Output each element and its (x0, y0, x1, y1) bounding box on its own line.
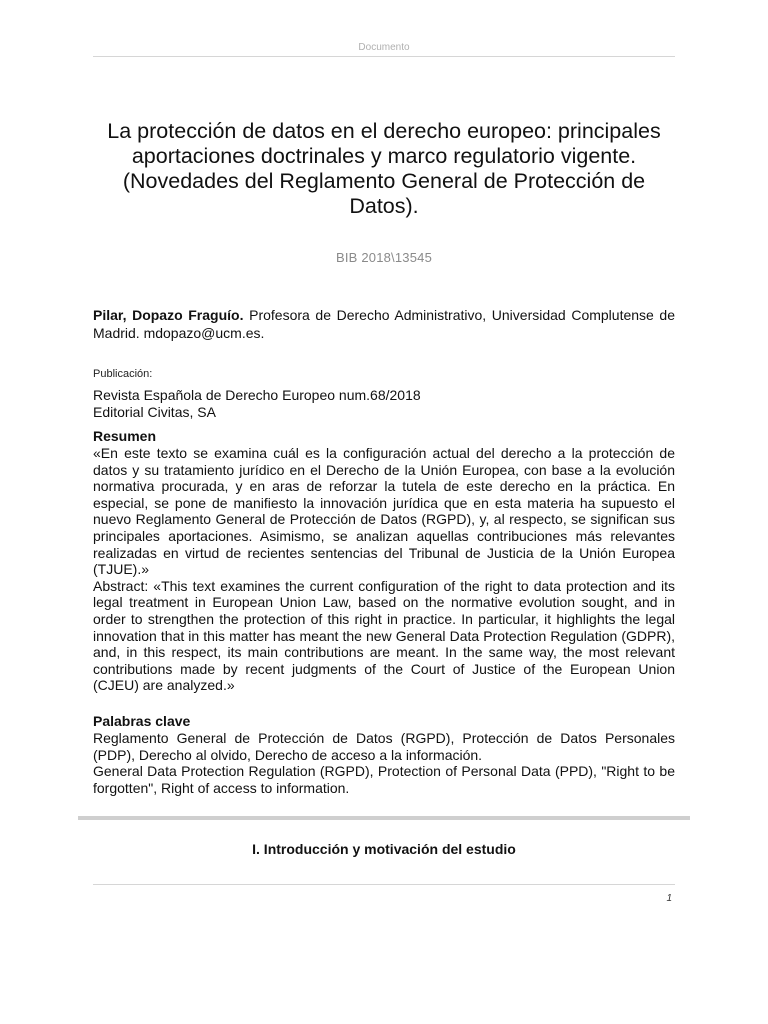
keywords-english: General Data Protection Regulation (RGPD), Protection of Personal Data (PPD), "Right to be forgotten", Right of access to information. (93, 763, 675, 796)
publication-publisher: Editorial Civitas, SA (93, 404, 216, 420)
publication-label: Publicación: (93, 368, 153, 380)
summary-heading: Resumen (93, 428, 157, 444)
author-block (93, 306, 675, 342)
header-divider (93, 56, 675, 57)
publication-journal: Revista Española de Derecho Europeo num.68/2018 (93, 387, 421, 403)
keywords-spanish: Reglamento General de Protección de Datos (RGPD), Protección de Datos Personales (PDP), Derecho al olvido, Derecho de acceso a la información. (93, 730, 675, 763)
chapter-heading: I. Introducción y motivación del estudio (252, 841, 516, 857)
document-header-label: Documento (358, 42, 410, 53)
footer-divider (93, 884, 675, 885)
document-title: La protección de datos en el derecho europeo: principales aportaciones doctrinales y marco regulatorio vigente.(Novedades del Reglamento General de Protección de Datos). (107, 119, 661, 218)
page-number: 1 (666, 893, 672, 904)
summary-section (93, 428, 675, 694)
document-reference: BIB 2018\13545 (335, 250, 433, 265)
keywords-section (93, 713, 675, 796)
keywords-heading: Palabras clave (93, 713, 191, 729)
author-name: Pilar, Dopazo Fraguío. (93, 307, 244, 323)
section-divider (78, 816, 690, 820)
author-affiliation: Profesora de Derecho Administrativo, Universidad Complutense de Madrid. mdopazo@ucm.es. (93, 307, 676, 341)
summary-spanish: «En este texto se examina cuál es la configuración actual del derecho a la protección de datos y su tratamiento jurídico en el Derecho de la Unión Europea, con base a la evolución normativa procurada, y en aras de reforzar la tutela de este derecho en la práctica. En especial, se pone de manifiesto la innovación jurídica que en esta materia ha supuesto el nuevo Reglamento General de Protección de Datos (RGPD), y, al respecto, se significan sus principales aportaciones. Asimismo, se analizan aquellas contribuciones más relevantes realizadas en virtud de recientes sentencias del Tribunal de Justicia de la Unión Europea (TJUE).» (93, 445, 675, 578)
summary-english: Abstract: «This text examines the current configuration of the right to data protection and its legal treatment in European Union Law, based on the normative evolution sought, and in order to strengthen the protection of this right in practice. In particular, it highlights the legal innovation that in this matter has meant the new General Data Protection Regulation (GDPR), and, in this respect, its main contributions are meant. In the same way, the most relevant contributions made by recent judgments of the Court of Justice of the European Union (CJEU) are analyzed.» (93, 577, 675, 694)
